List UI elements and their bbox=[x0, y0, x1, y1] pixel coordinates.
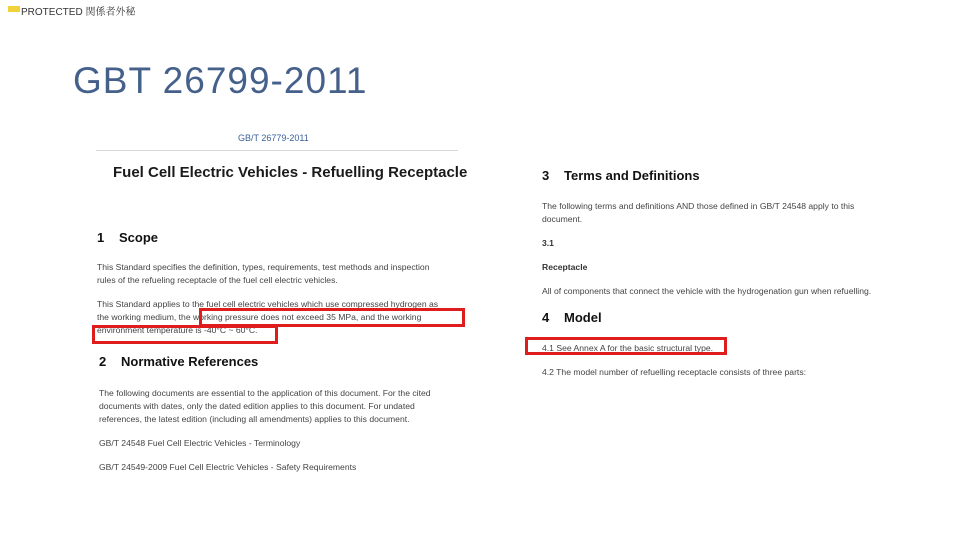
term-definition: All of components that connect the vehicle with the hydrogenation gun when refuelling. bbox=[542, 286, 872, 296]
text-line: documents with dates, only the dated edition applies to this document. For undated bbox=[99, 401, 415, 411]
text-line: document. bbox=[542, 214, 583, 224]
text-line: This Standard specifies the definition, types, requirements, test methods and inspection bbox=[97, 262, 430, 272]
model-item: 4.2 The model number of refuelling receptacle consists of three parts: bbox=[542, 367, 807, 377]
term-number: 3.1 bbox=[542, 238, 554, 248]
section-normative-heading bbox=[99, 354, 258, 369]
text-line: rules of the refueling receptacle of the fuel cell electric vehicles. bbox=[97, 275, 338, 285]
text-line: This Standard applies to the fuel cell electric vehicles which use compressed hydrogen as bbox=[97, 299, 439, 309]
section-number: 3 bbox=[542, 168, 550, 183]
section-model-heading bbox=[542, 310, 602, 325]
highlight-annex-a bbox=[525, 337, 727, 355]
normative-paragraph bbox=[99, 387, 431, 426]
section-scope-heading bbox=[97, 230, 158, 245]
text-line: The following documents are essential to the application of this document. For the cited bbox=[99, 388, 431, 398]
text-line: references, the latest edition (including all amendments) applies to this document. bbox=[99, 414, 410, 424]
classification-marker bbox=[8, 6, 20, 12]
term-name: Receptacle bbox=[542, 262, 588, 272]
text-line: The following terms and definitions AND those defined in GB/T 24548 apply to this bbox=[542, 201, 855, 211]
section-heading-text: Model bbox=[564, 310, 602, 325]
document-code: GB/T 26779-2011 bbox=[238, 133, 309, 143]
text-line: environment temperature is -40°C ~ 60°C. bbox=[97, 325, 258, 335]
document-header-rule bbox=[96, 150, 458, 151]
section-heading-text: Terms and Definitions bbox=[564, 168, 700, 183]
scope-paragraph-1 bbox=[97, 261, 429, 287]
section-terms-heading bbox=[542, 168, 700, 183]
text-line: the working medium, the working pressure does not exceed 35 MPa, and the working bbox=[97, 312, 422, 322]
section-heading-text: Scope bbox=[119, 230, 159, 245]
reference-item: GB/T 24549-2009 Fuel Cell Electric Vehicles - Safety Requirements bbox=[99, 462, 357, 472]
model-item: 4.1 See Annex A for the basic structural type. bbox=[542, 343, 714, 353]
section-number: 1 bbox=[97, 230, 105, 245]
classification-label: PROTECTED 関係者外秘 bbox=[21, 7, 136, 18]
slide-title: GBT 26799-2011 bbox=[73, 60, 368, 101]
reference-item: GB/T 24548 Fuel Cell Electric Vehicles - Terminology bbox=[99, 438, 301, 448]
document-title: Fuel Cell Electric Vehicles - Refuelling Receptacle bbox=[113, 164, 468, 181]
terms-paragraph bbox=[542, 200, 854, 226]
highlight-environment-temperature bbox=[92, 325, 278, 344]
section-heading-text: Normative References bbox=[121, 354, 259, 369]
section-number: 2 bbox=[99, 354, 107, 369]
section-number: 4 bbox=[542, 310, 550, 325]
